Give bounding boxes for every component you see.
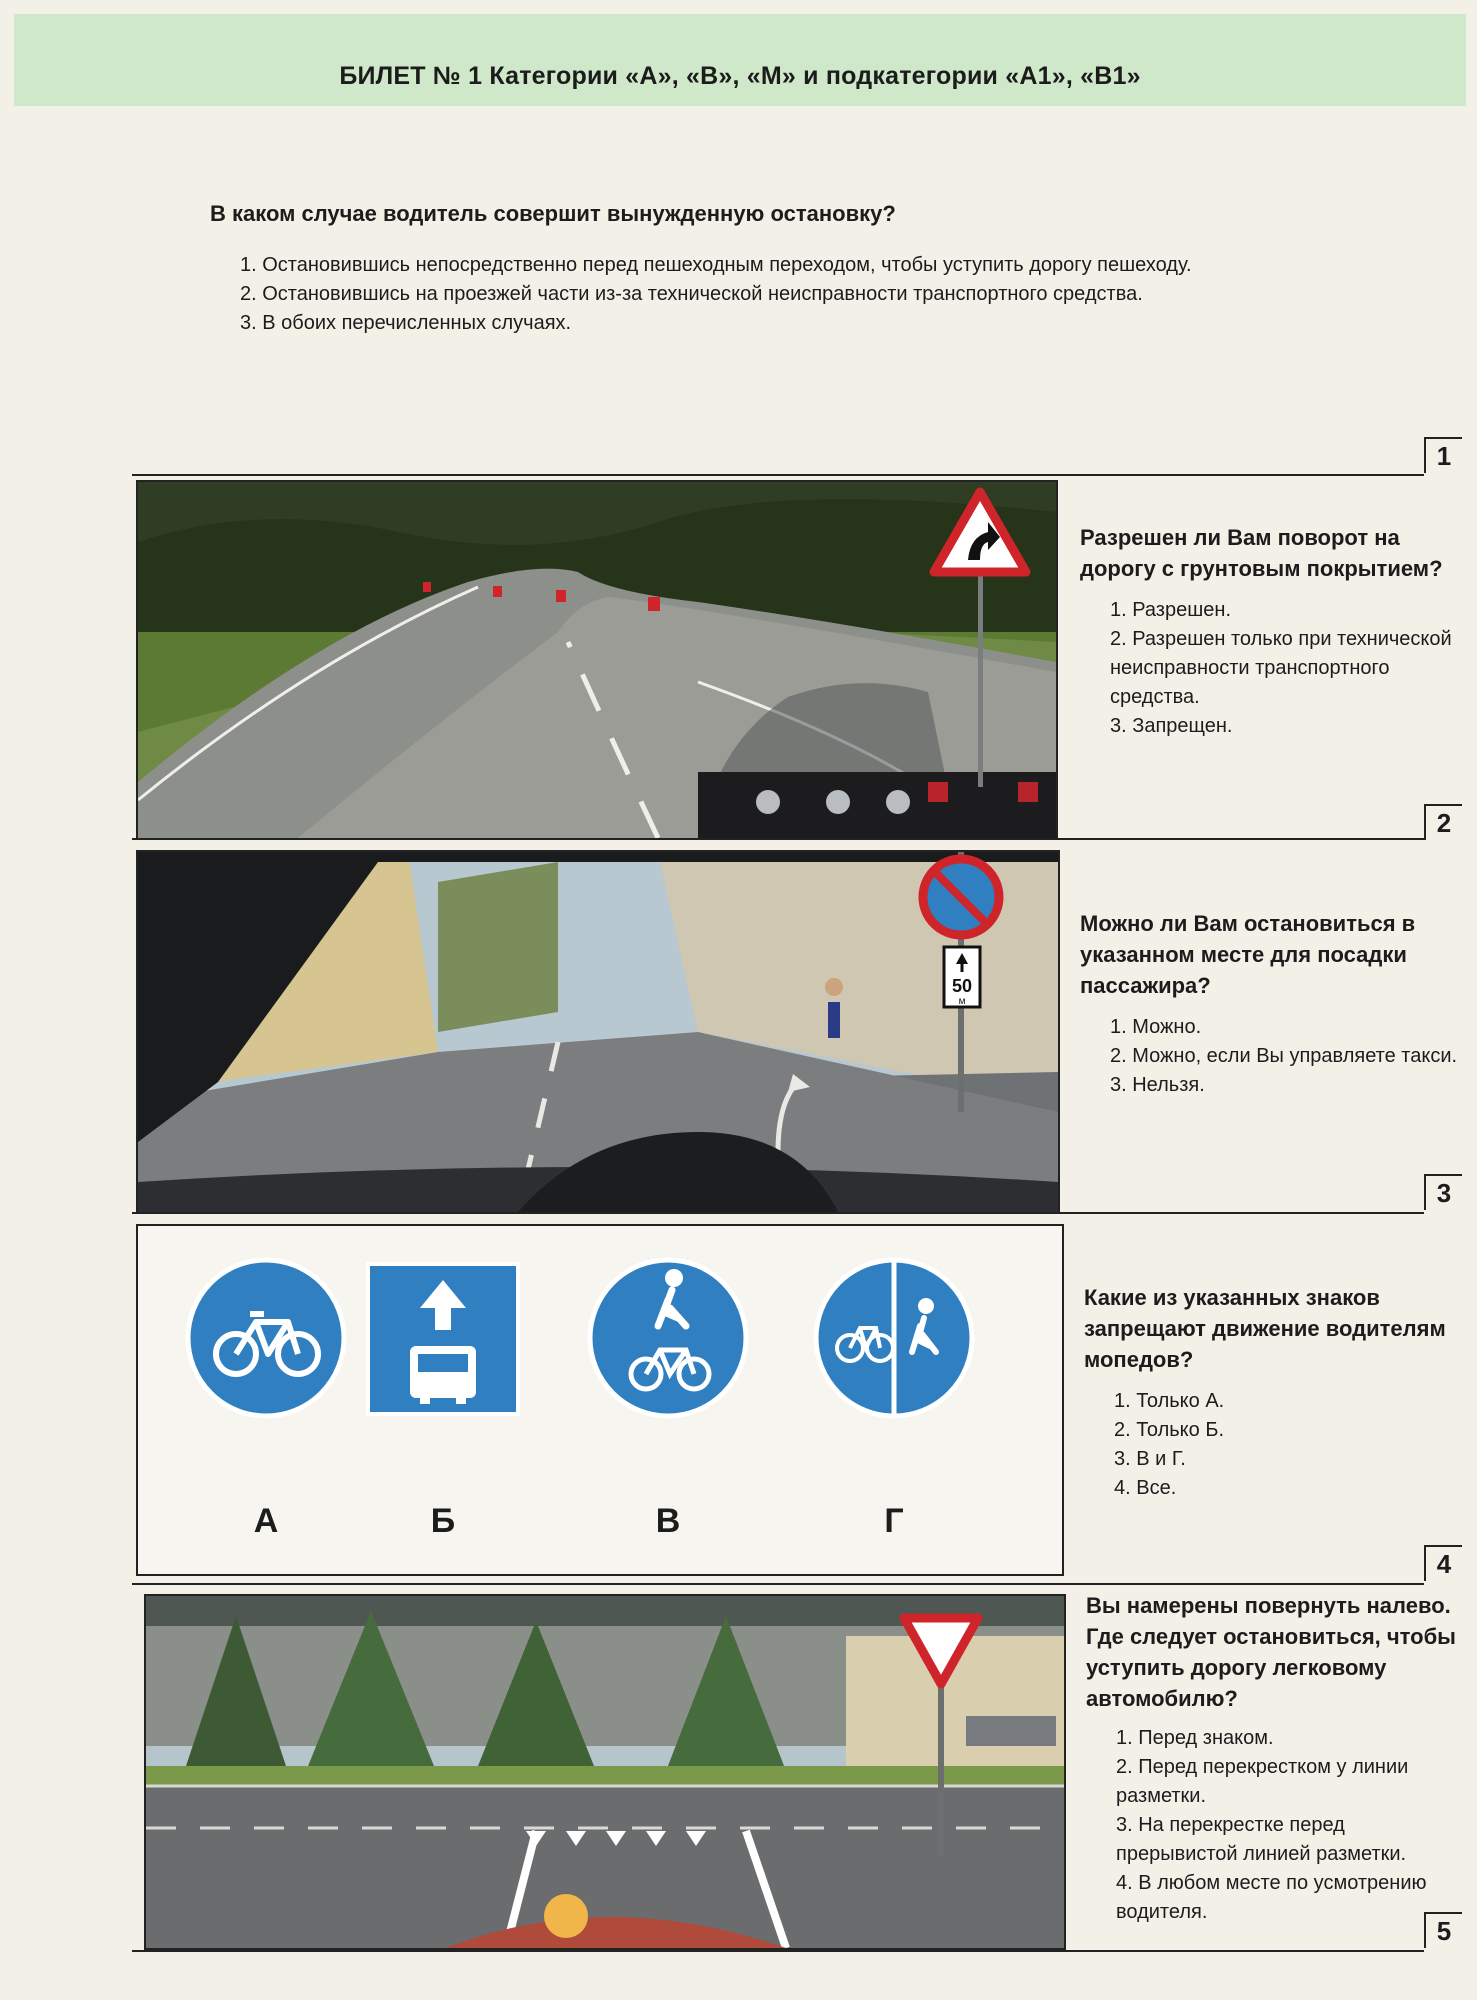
divider (132, 1583, 1424, 1585)
street-scene-image (138, 852, 1058, 1212)
answer-option[interactable]: 2. Можно, если Вы управляете такси. (1110, 1045, 1458, 1067)
traffic-signs-image (138, 1226, 1062, 1476)
sign-plate-distance: 50 (951, 976, 973, 996)
question-3-title: Можно ли Вам остановиться в указанном месте для посадки пассажира? (1080, 911, 1416, 998)
sign-label-a: А (253, 1502, 279, 1540)
answer-option[interactable]: 2. Остановившись на проезжей части из-за технической неисправности транспортного средства. (240, 283, 1143, 305)
answer-option[interactable]: 3. В и Г. (1114, 1448, 1186, 1470)
sign-label-b: Б (430, 1502, 456, 1540)
answer-option[interactable]: 4. В любом месте по усмотрению водителя. (1116, 1872, 1427, 1923)
sign-label-v: В (655, 1502, 681, 1540)
question-4-title: Какие из указанных знаков запрещают движение водителям мопедов? (1084, 1285, 1446, 1372)
divider (132, 1950, 1424, 1952)
question-4 (1084, 1282, 1464, 1503)
question-3 (1080, 908, 1460, 1100)
answer-option[interactable]: 3. В обоих перечисленных случаях. (240, 312, 572, 334)
question-5 (1086, 1590, 1462, 1927)
answer-option[interactable]: 1. Можно. (1110, 1016, 1202, 1038)
sign-label-g: Г (884, 1502, 904, 1540)
answer-option[interactable]: 1. Разрешен. (1110, 599, 1231, 621)
divided-bicycle-pedestrian-sign-icon (816, 1260, 972, 1416)
question-2-title: Разрешен ли Вам поворот на дорогу с грунтовым покрытием? (1080, 525, 1443, 581)
question-number-3: 3 (1424, 1174, 1462, 1210)
answer-option[interactable]: 1. Только А. (1114, 1390, 1225, 1412)
question-5-title: Вы намерены повернуть налево. Где следует остановиться, чтобы уступить дорогу легковому автомобилю? (1086, 1593, 1456, 1711)
question-2-options (1080, 596, 1460, 741)
divider (132, 838, 1424, 840)
divider (132, 1212, 1424, 1214)
question-2 (1080, 522, 1460, 741)
intersection-scene-image (146, 1596, 1064, 1948)
question-1-options (210, 251, 1360, 338)
question-5-photo (144, 1594, 1066, 1950)
sign-plate-unit: м (958, 996, 966, 1007)
answer-option[interactable]: 2. Перед перекрестком у линии разметки. (1116, 1756, 1409, 1807)
pedestrian-bicycle-path-sign-icon (590, 1260, 746, 1416)
bus-lane-sign-icon (368, 1264, 518, 1414)
answer-option[interactable]: 1. Остановившись непосредственно перед пешеходным переходом, чтобы уступить дорогу пешеходу. (240, 254, 1192, 276)
answer-option[interactable]: 3. Запрещен. (1110, 715, 1233, 737)
ticket-header (14, 14, 1466, 106)
question-4-signs-panel (136, 1224, 1064, 1576)
answer-option[interactable]: 2. Разрешен только при технической неисправности транспортного средства. (1110, 628, 1452, 708)
ticket-title: БИЛЕТ № 1 Категории «А», «В», «М» и подкатегории «А1», «В1» (339, 62, 1141, 90)
answer-option[interactable]: 3. На перекрестке перед прерывистой линией разметки. (1116, 1814, 1407, 1865)
question-2-photo (136, 480, 1058, 840)
question-4-options (1084, 1387, 1464, 1503)
road-scene-image (138, 482, 1056, 838)
question-number-4: 4 (1424, 1545, 1462, 1581)
answer-option[interactable]: 3. Нельзя. (1110, 1074, 1205, 1096)
question-number-2: 2 (1424, 804, 1462, 840)
question-number-1: 1 (1424, 437, 1462, 473)
answer-option[interactable]: 1. Перед знаком. (1116, 1727, 1274, 1749)
question-3-options (1080, 1013, 1460, 1100)
question-3-photo (136, 850, 1060, 1214)
answer-option[interactable]: 2. Только Б. (1114, 1419, 1224, 1441)
bicycle-path-sign-icon (188, 1260, 344, 1416)
question-5-options (1086, 1724, 1462, 1927)
answer-option[interactable]: 4. Все. (1114, 1477, 1177, 1499)
question-1-title: В каком случае водитель совершит вынужденную остановку? (210, 201, 896, 226)
question-number-5: 5 (1424, 1912, 1462, 1948)
divider (132, 474, 1424, 476)
question-1 (210, 198, 1360, 338)
